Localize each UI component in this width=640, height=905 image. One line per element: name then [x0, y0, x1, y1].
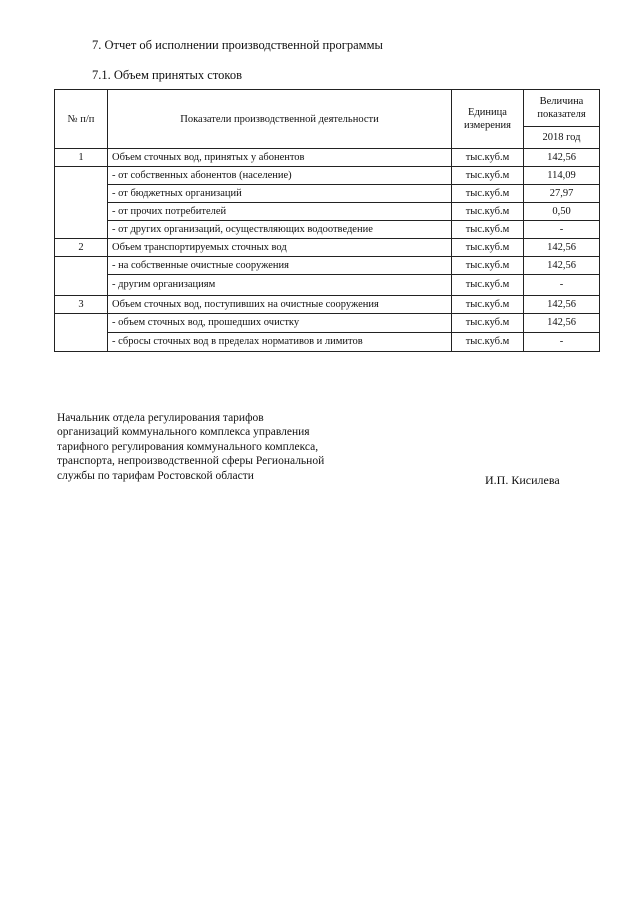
table-row	[55, 275, 600, 296]
table-row	[55, 221, 600, 239]
row-indicator: Объем сточных вод, поступивших на очистные сооружения	[108, 296, 452, 314]
row-value: 142,56	[524, 257, 600, 275]
table-row	[55, 239, 600, 257]
header-year: 2018 год	[524, 127, 600, 149]
header-value-group: Величина показателя	[524, 90, 600, 127]
row-num: 2	[55, 239, 108, 257]
row-num: 1	[55, 149, 108, 167]
subsection-title: 7.1. Объем принятых стоков	[92, 68, 242, 82]
row-unit: тыс.куб.м	[452, 275, 524, 296]
row-value: -	[524, 333, 600, 352]
row-value: 0,50	[524, 203, 600, 221]
row-unit: тыс.куб.м	[452, 185, 524, 203]
row-value: -	[524, 221, 600, 239]
row-indicator: Объем сточных вод, принятых у абонентов	[108, 149, 452, 167]
row-num: 3	[55, 296, 108, 314]
row-indicator: - сбросы сточных вод в пределах нормативов и лимитов	[108, 333, 452, 352]
row-indicator: - от бюджетных организаций	[108, 185, 452, 203]
row-num	[55, 257, 108, 296]
row-unit: тыс.куб.м	[452, 257, 524, 275]
position-line: службы по тарифам Ростовской области	[57, 469, 254, 482]
row-unit: тыс.куб.м	[452, 333, 524, 352]
header-unit: Единица измерения	[452, 90, 524, 149]
row-unit: тыс.куб.м	[452, 149, 524, 167]
table-row	[55, 333, 600, 352]
row-indicator: - на собственные очистные сооружения	[108, 257, 452, 275]
row-indicator: - от собственных абонентов (население)	[108, 167, 452, 185]
table-row	[55, 296, 600, 314]
row-unit: тыс.куб.м	[452, 203, 524, 221]
table-row	[55, 257, 600, 275]
signatory-name: И.П. Кисилева	[485, 473, 560, 487]
row-value: 142,56	[524, 239, 600, 257]
table-row	[55, 314, 600, 333]
row-num	[55, 314, 108, 352]
row-unit: тыс.куб.м	[452, 221, 524, 239]
header-indicator: Показатели производственной деятельности	[108, 90, 452, 149]
row-unit: тыс.куб.м	[452, 314, 524, 333]
row-indicator: Объем транспортируемых сточных вод	[108, 239, 452, 257]
row-value: 142,56	[524, 149, 600, 167]
position-line: транспорта, непроизводственной сферы Региональной	[57, 455, 325, 468]
section-title: 7. Отчет об исполнении производственной программы	[92, 38, 383, 52]
table-row	[55, 203, 600, 221]
row-indicator: - от прочих потребителей	[108, 203, 452, 221]
row-value: 142,56	[524, 314, 600, 333]
signatory-position	[57, 411, 387, 483]
table-row	[55, 185, 600, 203]
water-volume-table	[54, 89, 600, 352]
row-indicator: - другим организациям	[108, 275, 452, 296]
row-value: -	[524, 275, 600, 296]
row-value: 142,56	[524, 296, 600, 314]
row-unit: тыс.куб.м	[452, 167, 524, 185]
row-indicator: - от других организаций, осуществляющих водоотведение	[108, 221, 452, 239]
row-unit: тыс.куб.м	[452, 239, 524, 257]
header-num: № п/п	[55, 90, 108, 149]
position-line: организаций коммунального комплекса управления	[57, 426, 310, 439]
row-num	[55, 167, 108, 239]
table-row	[55, 167, 600, 185]
position-line: Начальник отдела регулирования тарифов	[57, 412, 264, 424]
row-value: 27,97	[524, 185, 600, 203]
row-unit: тыс.куб.м	[452, 296, 524, 314]
row-value: 114,09	[524, 167, 600, 185]
table-row	[55, 149, 600, 167]
row-indicator: - объем сточных вод, прошедших очистку	[108, 314, 452, 333]
position-line: тарифного регулирования коммунального комплекса,	[57, 440, 319, 453]
